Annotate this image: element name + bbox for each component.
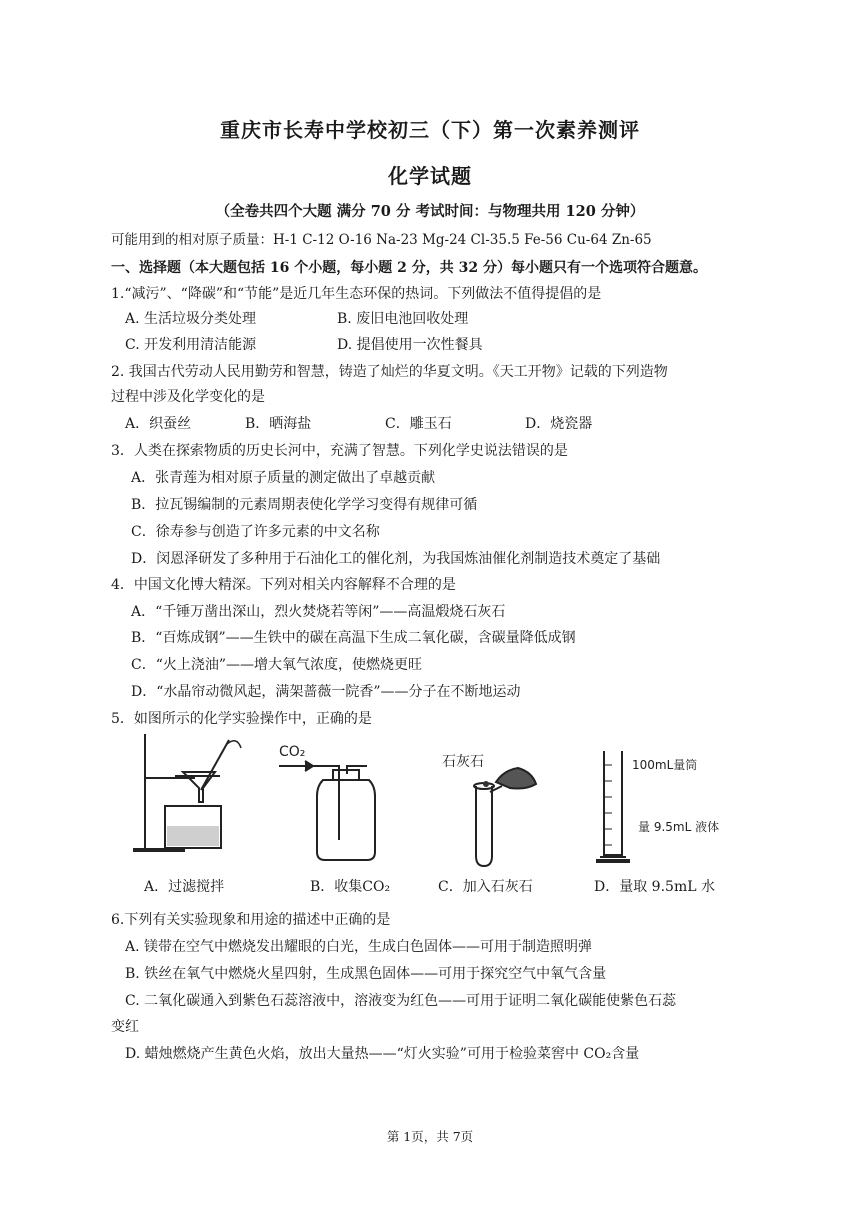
- exam-info: （全卷共四个大题 满分 70 分 考试时间：与物理共用 120 分钟）: [215, 203, 645, 220]
- question-2-options: [125, 414, 725, 434]
- question-4-option-c: C．“火上浇油”——增大氧气浓度，使燃烧更旺: [131, 657, 423, 673]
- question-4-option-a: A．“千锤万凿出深山，烈火焚烧若等闲”——高温煅烧石灰石: [131, 604, 506, 620]
- question-2-stem-line2: 过程中涉及化学变化的是: [111, 389, 265, 405]
- question-5-stem: 5．如图所示的化学实验操作中，正确的是: [111, 711, 372, 727]
- question-1-option-b: B. 废旧电池回收处理: [337, 311, 469, 327]
- question-6-option-c-line2: 变红: [111, 1019, 139, 1035]
- section-heading: 一、选择题（本大题包括 16 个小题，每小题 2 分，共 32 分）每小题只有一个选项符合题意。: [111, 260, 707, 276]
- question-2-stem-line1: 2. 我国古代劳动人民用勤劳和智慧，铸造了灿烂的华夏文明。《天工开物》记载的下列造物: [111, 364, 668, 380]
- question-3-option-d: D．闵恩泽研发了多种用于石油化工的催化剂，为我国炼油催化剂制造技术奠定了基础: [131, 551, 661, 567]
- question-5-option-c: C．加入石灰石: [438, 879, 533, 895]
- question-1-options-row1: [125, 309, 625, 329]
- question-6-option-a: A. 镁带在空气中燃烧发出耀眼的白光，生成白色固体——可用于制造照明弹: [125, 939, 593, 955]
- figure-c-label: 石灰石: [442, 754, 484, 770]
- question-5-option-a: A．过滤搅拌: [144, 879, 225, 895]
- question-3-option-b: B．拉瓦锡编制的元素周期表使化学学习变得有规律可循: [131, 497, 478, 513]
- figure-c-add-limestone: [440, 748, 550, 873]
- question-3-stem: 3．人类在探索物质的历史长河中，充满了智慧。下列化学史说法错误的是: [111, 443, 568, 459]
- question-3-option-c: C．徐寿参与创造了许多元素的中文名称: [131, 524, 380, 540]
- figure-b-label: CO₂: [279, 744, 306, 760]
- figure-b-collect-co2: [275, 740, 405, 870]
- question-5-option-d: D．量取 9.5mL 水: [594, 879, 715, 895]
- question-1-stem: 1.“减污”、“降碳”和“节能”是近几年生态环保的热词。下列做法不值得提倡的是: [111, 286, 602, 302]
- figure-d-label-cylinder: 100mL量筒: [632, 758, 698, 772]
- question-1-option-a: A. 生活垃圾分类处理: [125, 311, 257, 327]
- question-6-option-d: D. 蜡烛燃烧产生黄色火焰，放出大量热——“灯火实验”可用于检验菜窖中 CO₂含量: [125, 1046, 640, 1062]
- figure-d-graduated-cylinder: [590, 745, 750, 870]
- question-6-option-b: B. 铁丝在氧气中燃烧火星四射，生成黑色固体——可用于探究空气中氧气含量: [125, 966, 607, 982]
- question-1-options-row2: [125, 335, 625, 355]
- question-2-option-a: A．织蚕丝: [125, 416, 192, 432]
- atomic-masses: 可能用到的相对原子质量：H-1 C-12 O-16 Na-23 Mg-24 Cl-35.5 Fe-56 Cu-64 Zn-65: [111, 232, 652, 248]
- figure-a-filtration: [125, 730, 265, 870]
- exam-title: 重庆市长寿中学校初三（下）第一次素养测评: [220, 118, 640, 142]
- question-2-option-d: D．烧瓷器: [525, 416, 593, 432]
- subject-title: 化学试题: [388, 164, 472, 188]
- question-6-stem: 6.下列有关实验现象和用途的描述中正确的是: [111, 912, 391, 928]
- question-5-option-b: B．收集CO₂: [310, 879, 391, 895]
- figure-d-label-volume: 量 9.5mL 液体: [638, 820, 720, 834]
- question-4-stem: 4．中国文化博大精深。下列对相关内容解释不合理的是: [111, 577, 456, 593]
- question-2-option-b: B．晒海盐: [245, 416, 312, 432]
- question-2-option-c: C．雕玉石: [385, 416, 452, 432]
- question-1-option-c: C. 开发利用清洁能源: [125, 337, 257, 353]
- question-4-option-b: B．“百炼成钢”——生铁中的碳在高温下生成二氧化碳，含碳量降低成钢: [131, 630, 576, 646]
- question-3-option-a: A．张青莲为相对原子质量的测定做出了卓越贡献: [131, 470, 436, 486]
- page-number: 第 1页，共 7页: [386, 1129, 474, 1144]
- question-4-option-d: D．“水晶帘动微风起，满架蔷薇一院香”——分子在不断地运动: [131, 684, 521, 700]
- question-6-option-c-line1: C. 二氧化碳通入到紫色石蕊溶液中，溶液变为红色——可用于证明二氧化碳能使紫色石蕊: [125, 993, 677, 1009]
- question-1-option-d: D. 提倡使用一次性餐具: [337, 337, 483, 353]
